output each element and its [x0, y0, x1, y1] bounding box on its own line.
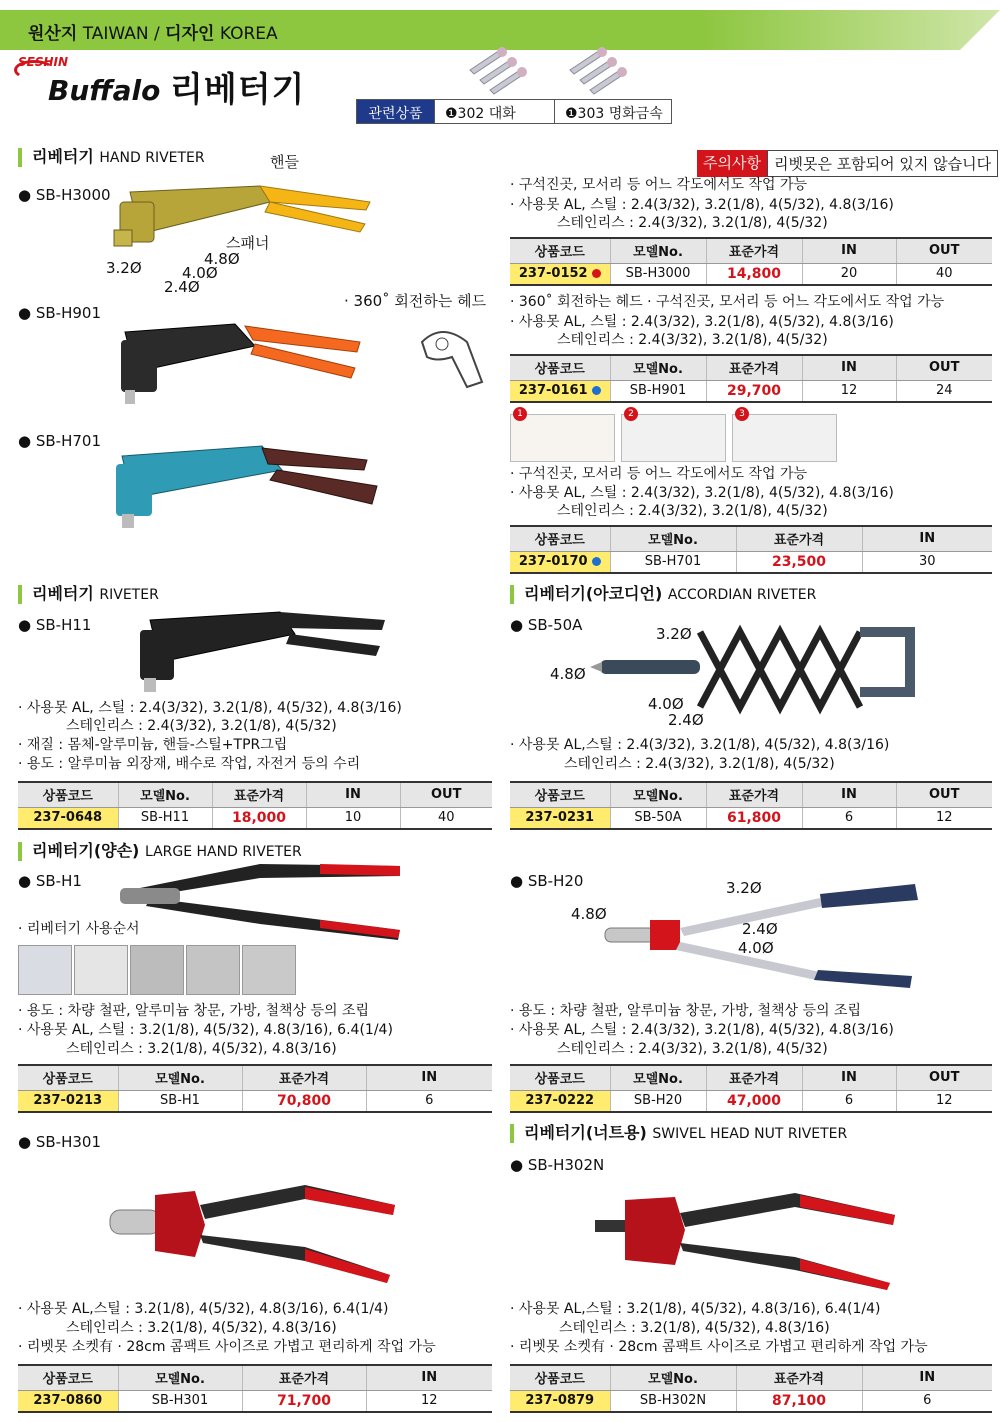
- callout-diameter: 2.4Ø: [164, 278, 200, 296]
- header-price: 표준가격: [706, 238, 802, 263]
- product-in: 6: [802, 1090, 896, 1112]
- spec-line: · 리벳못 소켓有 · 28cm 콤팩트 사이즈로 가볍고 편리하게 작업 가능: [510, 1339, 928, 1355]
- usage-step: [186, 945, 240, 995]
- spec-line: 스테인리스 : 2.4(3/32), 3.2(1/8), 4(5/32): [557, 332, 828, 348]
- callout-diameter: 3.2Ø: [656, 625, 692, 643]
- spec-line: 스테인리스 : 2.4(3/32), 3.2(1/8), 4(5/32): [564, 756, 835, 772]
- product-model: SB-H20: [610, 1090, 706, 1112]
- color-dot: [592, 557, 601, 566]
- product-model: SB-50A: [610, 807, 706, 829]
- header-code: 상품코드: [510, 355, 610, 380]
- product-table: [510, 1364, 992, 1413]
- callout-diameter: 2.4Ø: [668, 711, 704, 729]
- notice-label: 주의사항: [697, 150, 767, 177]
- header-in: IN: [366, 1365, 492, 1390]
- model-label: ● SB-H11: [18, 616, 92, 634]
- product-in: 12: [802, 380, 896, 402]
- spec-line: 스테인리스 : 2.4(3/32), 3.2(1/8), 4(5/32): [557, 1041, 828, 1057]
- header-in: IN: [862, 526, 992, 551]
- product-table: [18, 781, 492, 830]
- header-out: OUT: [400, 782, 492, 807]
- header-price: 표준가격: [706, 355, 802, 380]
- color-dot: [592, 269, 601, 278]
- callout-diameter: 4.8Ø: [550, 665, 586, 683]
- product-price: 47,000: [706, 1090, 802, 1112]
- spec-line: · 사용못 AL, 스틸 : 3.2(1/8), 4(5/32), 4.8(3/16), 6.4(1/4): [18, 1022, 393, 1038]
- product-image-h1: [110, 850, 410, 940]
- usage-step: [18, 945, 72, 995]
- product-code: 237-0170: [510, 551, 610, 573]
- spec-line: · 사용못 AL, 스틸 : 2.4(3/32), 3.2(1/8), 4(5/32), 4.8(3/16): [510, 485, 894, 501]
- header-out: OUT: [896, 1065, 992, 1090]
- product-in: 12: [366, 1390, 492, 1412]
- product-in: 20: [802, 263, 896, 285]
- callout-diameter: 4.0Ø: [182, 264, 218, 282]
- section-title-hand: 리베터기 HAND RIVETER: [18, 148, 205, 167]
- product-model: SB-H901: [610, 380, 706, 402]
- header-model: 모델No.: [118, 1365, 242, 1390]
- spec-line: 스테인리스 : 2.4(3/32), 3.2(1/8), 4(5/32): [557, 503, 828, 519]
- related-item[interactable]: ❶303 명화금속: [565, 106, 663, 122]
- model-label: ● SB-H301: [18, 1133, 101, 1151]
- header-price: 표준가격: [706, 782, 802, 807]
- product-out: 40: [896, 263, 992, 285]
- header-code: 상품코드: [510, 782, 610, 807]
- spec-line: 스테인리스 : 3.2(1/8), 4(5/32), 4.8(3/16): [66, 1320, 337, 1336]
- header-code: 상품코드: [18, 1065, 118, 1090]
- notice: [697, 150, 998, 177]
- header-price: 표준가격: [242, 1365, 366, 1390]
- header-in: IN: [802, 782, 896, 807]
- related-label: 관련상품: [357, 100, 435, 123]
- brand-seshin: SESHIN: [18, 55, 69, 69]
- spec-line: · 재질 : 몸체-알루미늄, 핸들-스틸+TPR그립: [18, 737, 288, 753]
- section-title-nut: 리베터기(너트용) SWIVEL HEAD NUT RIVETER: [510, 1124, 847, 1143]
- spec-line: · 사용못 AL, 스틸 : 2.4(3/32), 3.2(1/8), 4(5/32), 4.8(3/16): [510, 1022, 894, 1038]
- callout-diameter: 4.8Ø: [571, 905, 607, 923]
- header-model: 모델No.: [610, 1065, 706, 1090]
- spec-line: · 360˚ 회전하는 헤드 · 구석진곳, 모서리 등 어느 각도에서도 작업 가능: [510, 294, 945, 310]
- rivet-image: [460, 40, 660, 100]
- header-out: OUT: [896, 355, 992, 380]
- product-image-s50a: [590, 612, 920, 722]
- product-price: 70,800: [242, 1090, 366, 1112]
- model-label: ● SB-50A: [510, 616, 583, 634]
- callout-diameter: 2.4Ø: [742, 920, 778, 938]
- page-title: 리베터기: [170, 70, 306, 110]
- spec-line: · 사용못 AL,스틸 : 3.2(1/8), 4(5/32), 4.8(3/16), 6.4(1/4): [510, 1301, 881, 1317]
- spec-line: 스테인리스 : 2.4(3/32), 3.2(1/8), 4(5/32): [66, 718, 337, 734]
- product-model: SB-H1: [118, 1090, 242, 1112]
- header-code: 상품코드: [510, 1365, 610, 1390]
- header-out: OUT: [896, 782, 992, 807]
- product-code: 237-0860: [18, 1390, 118, 1412]
- model-label: ● SB-H1: [18, 872, 82, 890]
- header-price: 표준가격: [736, 1365, 862, 1390]
- spec-line: · 사용못 AL, 스틸 : 2.4(3/32), 3.2(1/8), 4(5/32), 4.8(3/16): [510, 314, 894, 330]
- product-model: SB-H301: [118, 1390, 242, 1412]
- product-out: 12: [896, 807, 992, 829]
- spec-line: · 용도 : 차량 철판, 알루미늄 창문, 가방, 철책상 등의 조립: [510, 1003, 862, 1019]
- spec-line: 스테인리스 : 2.4(3/32), 3.2(1/8), 4(5/32): [557, 215, 828, 231]
- spec-line: · 용도 : 알루미늄 외장재, 배수로 작업, 자전거 등의 수리: [18, 756, 361, 772]
- color-dot: [592, 386, 601, 395]
- spec-line: · 구석진곳, 모서리 등 어느 각도에서도 작업 가능: [510, 177, 808, 193]
- origin-text: 원산지 TAIWAN / 디자인 KOREA: [28, 24, 278, 44]
- step-number: 3: [735, 407, 749, 421]
- callout-swivel: · 360˚ 회전하는 헤드: [344, 292, 487, 310]
- product-table: [510, 1064, 992, 1113]
- section-title-riveter: 리베터기 RIVETER: [18, 585, 159, 604]
- model-label: ● SB-H302N: [510, 1156, 605, 1174]
- product-image-h301: [105, 1165, 405, 1285]
- spec-line: 스테인리스 : 3.2(1/8), 4(5/32), 4.8(3/16): [66, 1041, 337, 1057]
- usage-step: [242, 945, 296, 995]
- usage-order-images: [18, 945, 296, 995]
- usage-step: [510, 409, 615, 462]
- product-table: [510, 525, 992, 574]
- header-price: 표준가격: [736, 526, 862, 551]
- product-code: 237-0161: [510, 380, 610, 402]
- spec-line: · 리벳못 소켓有 · 28cm 콤팩트 사이즈로 가볍고 편리하게 작업 가능: [18, 1339, 436, 1355]
- product-out: 12: [896, 1090, 992, 1112]
- spec-line: · 사용못 AL, 스틸 : 2.4(3/32), 3.2(1/8), 4(5/32), 4.8(3/16): [510, 197, 894, 213]
- header-in: IN: [366, 1065, 492, 1090]
- header-model: 모델No.: [610, 355, 706, 380]
- header-code: 상품코드: [510, 238, 610, 263]
- header-model: 모델No.: [118, 782, 212, 807]
- product-price: 71,700: [242, 1390, 366, 1412]
- section-title-accordian: 리베터기(아코디언) ACCORDIAN RIVETER: [510, 585, 816, 604]
- header-model: 모델No.: [610, 1365, 736, 1390]
- spec-line: · 용도 : 차량 철판, 알루미늄 창문, 가방, 철책상 등의 조립: [18, 1003, 370, 1019]
- product-code: 237-0152: [510, 263, 610, 285]
- product-table: [18, 1364, 492, 1413]
- usage-step: [74, 945, 128, 995]
- product-in: 10: [306, 807, 400, 829]
- spec-line: · 사용못 AL,스틸 : 3.2(1/8), 4(5/32), 4.8(3/16), 6.4(1/4): [18, 1301, 389, 1317]
- header-in: IN: [802, 355, 896, 380]
- product-in: 6: [862, 1390, 992, 1412]
- product-out: 24: [896, 380, 992, 402]
- related-products: [356, 99, 672, 124]
- related-item[interactable]: ❶302 대화: [435, 100, 555, 123]
- product-model: SB-H302N: [610, 1390, 736, 1412]
- swivel-head-image: [412, 312, 492, 392]
- callout-diameter: 3.2Ø: [726, 879, 762, 897]
- usage-steps: [510, 409, 840, 462]
- header-price: 표준가격: [212, 782, 306, 807]
- header-in: IN: [306, 782, 400, 807]
- notice-text: 리벳못은 포함되어 있지 않습니다: [767, 150, 998, 177]
- product-in: 30: [862, 551, 992, 573]
- product-model: SB-H3000: [610, 263, 706, 285]
- header-model: 모델No.: [118, 1065, 242, 1090]
- header-model: 모델No.: [610, 526, 736, 551]
- header-code: 상품코드: [18, 782, 118, 807]
- header-price: 표준가격: [706, 1065, 802, 1090]
- callout-handle: 핸들: [270, 153, 299, 171]
- callout-diameter: 3.2Ø: [106, 259, 142, 277]
- product-table: [510, 237, 992, 286]
- header-out: OUT: [896, 238, 992, 263]
- header-model: 모델No.: [610, 238, 706, 263]
- product-code: 237-0231: [510, 807, 610, 829]
- product-code: 237-0879: [510, 1390, 610, 1412]
- usage-order-label: · 리베터기 사용순서: [18, 921, 140, 937]
- model-label: ● SB-H901: [18, 304, 101, 322]
- product-image-h302n: [595, 1175, 905, 1290]
- callout-spanner: 스패너: [226, 234, 270, 252]
- model-label: ● SB-H701: [18, 432, 101, 450]
- section-title-large: 리베터기(양손) LARGE HAND RIVETER: [18, 842, 302, 861]
- product-price: 29,700: [706, 380, 802, 402]
- product-image-h11: [130, 600, 390, 700]
- product-in: 6: [366, 1090, 492, 1112]
- product-price: 87,100: [736, 1390, 862, 1412]
- product-code: 237-0648: [18, 807, 118, 829]
- product-table: [510, 781, 992, 830]
- callout-diameter: 4.8Ø: [204, 250, 240, 268]
- header-code: 상품코드: [510, 1065, 610, 1090]
- product-model: SB-H11: [118, 807, 212, 829]
- step-number: 2: [624, 407, 638, 421]
- usage-step: [130, 945, 184, 995]
- product-image-h901: [115, 312, 370, 407]
- product-out: 40: [400, 807, 492, 829]
- header-code: 상품코드: [510, 526, 610, 551]
- brand-buffalo-logo: Buffalo: [48, 74, 161, 107]
- callout-diameter: 4.0Ø: [738, 939, 774, 957]
- header-in: IN: [802, 238, 896, 263]
- usage-step: [621, 409, 726, 462]
- product-price: 23,500: [736, 551, 862, 573]
- step-number: 1: [513, 407, 527, 421]
- product-in: 6: [802, 807, 896, 829]
- product-code: 237-0222: [510, 1090, 610, 1112]
- spec-line: · 사용못 AL, 스틸 : 2.4(3/32), 3.2(1/8), 4(5/32), 4.8(3/16): [18, 700, 402, 716]
- product-table: [18, 1064, 492, 1113]
- product-model: SB-H701: [610, 551, 736, 573]
- model-label: ● SB-H3000: [18, 186, 111, 204]
- product-code: 237-0213: [18, 1090, 118, 1112]
- model-label: ● SB-H20: [510, 872, 584, 890]
- callout-diameter: 4.0Ø: [648, 695, 684, 713]
- product-table: [510, 354, 992, 403]
- usage-step: [732, 409, 837, 462]
- header-model: 모델No.: [610, 782, 706, 807]
- header-in: IN: [802, 1065, 896, 1090]
- spec-line: · 구석진곳, 모서리 등 어느 각도에서도 작업 가능: [510, 466, 808, 482]
- header-code: 상품코드: [18, 1365, 118, 1390]
- header-price: 표준가격: [242, 1065, 366, 1090]
- product-price: 18,000: [212, 807, 306, 829]
- spec-line: 스테인리스 : 3.2(1/8), 4(5/32), 4.8(3/16): [559, 1320, 830, 1336]
- spec-line: · 사용못 AL,스틸 : 2.4(3/32), 3.2(1/8), 4(5/32), 4.8(3/16): [510, 737, 890, 753]
- product-image-h701: [112, 434, 382, 534]
- product-price: 61,800: [706, 807, 802, 829]
- header-in: IN: [862, 1365, 992, 1390]
- product-price: 14,800: [706, 263, 802, 285]
